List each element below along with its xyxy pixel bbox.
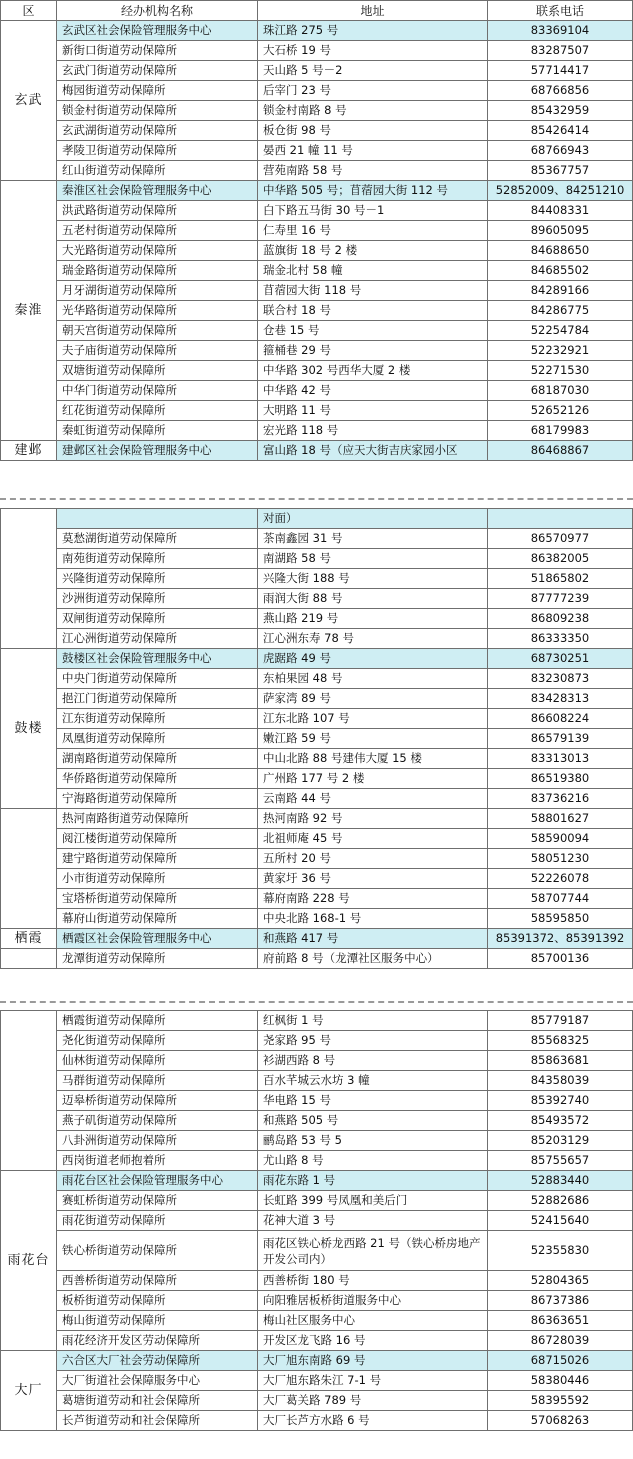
address-cell: 宏光路 118 号 [258, 421, 488, 441]
table-row [1, 141, 633, 161]
office-name-cell: 兴隆街道劳动保障所 [57, 569, 258, 589]
office-name-cell: 栖霞街道劳动保障所 [57, 1011, 258, 1031]
office-name-cell: 玄武湖街道劳动保障所 [57, 121, 258, 141]
address-cell: 兴隆大街 188 号 [258, 569, 488, 589]
office-name-cell: 雨花台区社会保险管理服务中心 [57, 1171, 258, 1191]
table-row [1, 261, 633, 281]
table-row [1, 1271, 633, 1291]
address-cell: 珠江路 275 号 [258, 21, 488, 41]
office-name-cell: 梅山街道劳动保障所 [57, 1311, 258, 1331]
phone-cell: 85779187 [488, 1011, 633, 1031]
address-cell: 中山北路 88 号建伟大厦 15 楼 [258, 749, 488, 769]
table-row [1, 221, 633, 241]
phone-cell: 84408331 [488, 201, 633, 221]
table-row [1, 889, 633, 909]
phone-cell: 85493572 [488, 1111, 633, 1131]
office-name-cell: 瑞金路街道劳动保障所 [57, 261, 258, 281]
office-name-cell: 沙洲街道劳动保障所 [57, 589, 258, 609]
phone-cell: 52804365 [488, 1271, 633, 1291]
office-name-cell: 朝天宫街道劳动保障所 [57, 321, 258, 341]
office-name-cell: 月牙湖街道劳动保障所 [57, 281, 258, 301]
table-row [1, 649, 633, 669]
address-cell: 中华路 505 号；苜蓿园大街 112 号 [258, 181, 488, 201]
address-cell: 仁寿里 16 号 [258, 221, 488, 241]
table-row [1, 809, 633, 829]
office-name-cell: 双塘街道劳动保障所 [57, 361, 258, 381]
phone-cell: 86519380 [488, 769, 633, 789]
phone-cell: 86570977 [488, 529, 633, 549]
address-cell: 西善桥街 180 号 [258, 1271, 488, 1291]
phone-cell [488, 509, 633, 529]
phone-cell: 68187030 [488, 381, 633, 401]
phone-cell: 68766856 [488, 81, 633, 101]
phone-cell: 52355830 [488, 1231, 633, 1271]
address-cell: 华电路 15 号 [258, 1091, 488, 1111]
office-name-cell: 五老村街道劳动保障所 [57, 221, 258, 241]
office-name-cell: 新街口街道劳动保障所 [57, 41, 258, 61]
office-name-cell: 赛虹桥街道劳动保障所 [57, 1191, 258, 1211]
address-cell: 雨润大街 88 号 [258, 589, 488, 609]
table-row [1, 709, 633, 729]
table-section-3 [0, 1010, 633, 1431]
phone-cell: 52415640 [488, 1211, 633, 1231]
office-name-cell: 秦虹街道劳动保障所 [57, 421, 258, 441]
address-cell: 向阳雅居板桥街道服务中心 [258, 1291, 488, 1311]
phone-cell: 86809238 [488, 609, 633, 629]
office-name-cell: 梅园街道劳动保障所 [57, 81, 258, 101]
table-row [1, 61, 633, 81]
office-name-cell: 洪武路街道劳动保障所 [57, 201, 258, 221]
phone-cell: 85568325 [488, 1031, 633, 1051]
table-row [1, 929, 633, 949]
table-row [1, 549, 633, 569]
table-row [1, 1131, 633, 1151]
phone-cell: 58707744 [488, 889, 633, 909]
table-row [1, 909, 633, 929]
office-name-cell: 龙潭街道劳动保障所 [57, 949, 258, 969]
phone-cell: 68715026 [488, 1351, 633, 1371]
office-name-cell [57, 509, 258, 529]
address-cell: 府前路 8 号（龙潭社区服务中心） [258, 949, 488, 969]
address-cell: 联合村 18 号 [258, 301, 488, 321]
phone-cell: 84685502 [488, 261, 633, 281]
office-name-cell: 西善桥街道劳动保障所 [57, 1271, 258, 1291]
table-row [1, 21, 633, 41]
phone-cell: 52652126 [488, 401, 633, 421]
office-name-cell: 夫子庙街道劳动保障所 [57, 341, 258, 361]
office-name-cell: 八卦洲街道劳动保障所 [57, 1131, 258, 1151]
table-row [1, 421, 633, 441]
address-cell: 大石桥 19 号 [258, 41, 488, 61]
table-row [1, 1091, 633, 1111]
district-cell [1, 809, 57, 929]
phone-cell: 84688650 [488, 241, 633, 261]
table-row [1, 441, 633, 461]
table-row [1, 609, 633, 629]
district-cell: 玄武 [1, 21, 57, 181]
office-name-cell: 华侨路街道劳动保障所 [57, 769, 258, 789]
phone-cell: 84289166 [488, 281, 633, 301]
table-row [1, 1031, 633, 1051]
table-row [1, 1171, 633, 1191]
office-name-cell: 鼓楼区社会保险管理服务中心 [57, 649, 258, 669]
office-name-cell: 孝陵卫街道劳动保障所 [57, 141, 258, 161]
table-row [1, 1411, 633, 1431]
office-name-cell: 大光路街道劳动保障所 [57, 241, 258, 261]
office-name-cell: 湖南路街道劳动保障所 [57, 749, 258, 769]
table-row [1, 1071, 633, 1091]
phone-cell: 85391372、85391392 [488, 929, 633, 949]
address-cell: 开发区龙飞路 16 号 [258, 1331, 488, 1351]
district-cell: 秦淮 [1, 181, 57, 441]
phone-cell: 86333350 [488, 629, 633, 649]
table-row [1, 869, 633, 889]
address-cell: 苜蓿园大街 118 号 [258, 281, 488, 301]
phone-cell: 86363651 [488, 1311, 633, 1331]
table-row [1, 769, 633, 789]
office-name-cell: 玄武区社会保险管理服务中心 [57, 21, 258, 41]
phone-cell: 83313013 [488, 749, 633, 769]
header-row [1, 1, 633, 21]
table-row [1, 1331, 633, 1351]
phone-cell: 85426414 [488, 121, 633, 141]
phone-cell: 52254784 [488, 321, 633, 341]
table-row [1, 1151, 633, 1171]
office-name-cell: 长芦街道劳动和社会保障所 [57, 1411, 258, 1431]
table-row [1, 669, 633, 689]
address-cell: 云南路 44 号 [258, 789, 488, 809]
phone-cell: 85700136 [488, 949, 633, 969]
office-name-cell: 锁金村街道劳动保障所 [57, 101, 258, 121]
address-cell: 对面） [258, 509, 488, 529]
table-row [1, 241, 633, 261]
address-cell: 衫湖西路 8 号 [258, 1051, 488, 1071]
table-section-1 [0, 0, 633, 461]
phone-cell: 84358039 [488, 1071, 633, 1091]
phone-cell: 58801627 [488, 809, 633, 829]
table-row [1, 181, 633, 201]
phone-cell: 58380446 [488, 1371, 633, 1391]
address-cell: 鹂岛路 53 号 5 [258, 1131, 488, 1151]
table-row [1, 1391, 633, 1411]
office-name-cell: 大厂街道社会保障服务中心 [57, 1371, 258, 1391]
district-cell: 雨花台 [1, 1171, 57, 1351]
phone-column-header: 联系电话 [488, 1, 633, 21]
address-cell: 板仓街 98 号 [258, 121, 488, 141]
table-row [1, 949, 633, 969]
address-cell: 后宰门 23 号 [258, 81, 488, 101]
phone-cell: 58595850 [488, 909, 633, 929]
office-name-cell: 莫愁湖街道劳动保障所 [57, 529, 258, 549]
address-cell: 嫩江路 59 号 [258, 729, 488, 749]
address-cell: 雨花东路 1 号 [258, 1171, 488, 1191]
phone-cell: 58395592 [488, 1391, 633, 1411]
office-name-cell: 燕子矶街道劳动保障所 [57, 1111, 258, 1131]
address-cell: 尤山路 8 号 [258, 1151, 488, 1171]
phone-cell: 52271530 [488, 361, 633, 381]
address-cell: 中华路 42 号 [258, 381, 488, 401]
office-name-cell: 建宁路街道劳动保障所 [57, 849, 258, 869]
table-row [1, 121, 633, 141]
office-name-cell: 挹江门街道劳动保障所 [57, 689, 258, 709]
table-section-2 [0, 508, 633, 969]
district-cell [1, 1011, 57, 1171]
phone-cell: 83428313 [488, 689, 633, 709]
address-cell: 仓巷 15 号 [258, 321, 488, 341]
table-row [1, 569, 633, 589]
office-name-cell: 尧化街道劳动保障所 [57, 1031, 258, 1051]
office-name-cell: 铁心桥街道劳动保障所 [57, 1231, 258, 1271]
table-row [1, 401, 633, 421]
office-name-cell: 江东街道劳动保障所 [57, 709, 258, 729]
address-cell: 大厂旭东南路 69 号 [258, 1351, 488, 1371]
district-cell [1, 949, 57, 969]
address-cell: 梅山社区服务中心 [258, 1311, 488, 1331]
phone-cell: 68766943 [488, 141, 633, 161]
address-cell: 幕府南路 228 号 [258, 889, 488, 909]
phone-cell: 83736216 [488, 789, 633, 809]
address-cell: 瑞金北村 58 幢 [258, 261, 488, 281]
phone-cell: 68730251 [488, 649, 633, 669]
table-row [1, 1211, 633, 1231]
address-cell: 五所村 20 号 [258, 849, 488, 869]
address-cell: 中央北路 168-1 号 [258, 909, 488, 929]
address-cell: 箍桶巷 29 号 [258, 341, 488, 361]
address-cell: 黄家圩 36 号 [258, 869, 488, 889]
office-name-cell: 宝塔桥街道劳动保障所 [57, 889, 258, 909]
address-cell: 雨花区铁心桥龙西路 21 号（铁心桥房地产开发公司内） [258, 1231, 488, 1271]
address-cell: 百水芊城云水坊 3 幢 [258, 1071, 488, 1091]
table-row [1, 729, 633, 749]
office-name-cell: 宁海路街道劳动保障所 [57, 789, 258, 809]
phone-cell: 58590094 [488, 829, 633, 849]
district-cell: 栖霞 [1, 929, 57, 949]
district-cell [1, 509, 57, 649]
phone-cell: 86382005 [488, 549, 633, 569]
page-separator [0, 498, 633, 500]
office-name-cell: 南苑街道劳动保障所 [57, 549, 258, 569]
address-column-header: 地址 [258, 1, 488, 21]
table-row [1, 1011, 633, 1031]
phone-cell: 83287507 [488, 41, 633, 61]
district-cell: 鼓楼 [1, 649, 57, 809]
phone-cell: 52883440 [488, 1171, 633, 1191]
address-cell: 白下路五马街 30 号－1 [258, 201, 488, 221]
office-name-cell: 仙林街道劳动保障所 [57, 1051, 258, 1071]
address-cell: 长虹路 399 号凤凰和美后门 [258, 1191, 488, 1211]
table-row [1, 529, 633, 549]
page-separator [0, 1001, 633, 1003]
address-cell: 中华路 302 号西华大厦 2 楼 [258, 361, 488, 381]
address-cell: 天山路 5 号－2 [258, 61, 488, 81]
office-name-cell: 中央门街道劳动保障所 [57, 669, 258, 689]
table-row [1, 381, 633, 401]
phone-cell: 51865802 [488, 569, 633, 589]
phone-cell: 85392740 [488, 1091, 633, 1111]
phone-cell: 68179983 [488, 421, 633, 441]
table-row [1, 341, 633, 361]
office-name-cell: 玄武门街道劳动保障所 [57, 61, 258, 81]
office-name-cell: 红花街道劳动保障所 [57, 401, 258, 421]
table-row [1, 1231, 633, 1271]
office-name-cell: 双闸街道劳动保障所 [57, 609, 258, 629]
office-name-cell: 阅江楼街道劳动保障所 [57, 829, 258, 849]
table-row [1, 629, 633, 649]
table-row [1, 589, 633, 609]
address-cell: 茶南鑫园 31 号 [258, 529, 488, 549]
district-cell: 大厂 [1, 1351, 57, 1431]
table-row [1, 1351, 633, 1371]
phone-cell: 57068263 [488, 1411, 633, 1431]
phone-cell: 84286775 [488, 301, 633, 321]
address-cell: 燕山路 219 号 [258, 609, 488, 629]
address-cell: 江心洲东寿 78 号 [258, 629, 488, 649]
table-row [1, 41, 633, 61]
table-row [1, 1311, 633, 1331]
table-row [1, 321, 633, 341]
table-row [1, 1051, 633, 1071]
address-cell: 虎踞路 49 号 [258, 649, 488, 669]
district-cell: 建邺 [1, 441, 57, 461]
table-row [1, 281, 633, 301]
office-name-cell: 江心洲街道劳动保障所 [57, 629, 258, 649]
table-row [1, 1291, 633, 1311]
table-row [1, 849, 633, 869]
address-cell: 和燕路 505 号 [258, 1111, 488, 1131]
table-row [1, 789, 633, 809]
table-row [1, 161, 633, 181]
office-name-cell: 红山街道劳动保障所 [57, 161, 258, 181]
phone-cell: 58051230 [488, 849, 633, 869]
office-name-cell: 板桥街道劳动保障所 [57, 1291, 258, 1311]
address-cell: 花神大道 3 号 [258, 1211, 488, 1231]
phone-cell: 85203129 [488, 1131, 633, 1151]
office-name-cell: 马群街道劳动保障所 [57, 1071, 258, 1091]
office-name-cell: 迈皋桥街道劳动保障所 [57, 1091, 258, 1111]
table-row [1, 81, 633, 101]
table-row [1, 1371, 633, 1391]
phone-cell: 86608224 [488, 709, 633, 729]
phone-cell: 52852009、84251210 [488, 181, 633, 201]
table-row [1, 689, 633, 709]
address-cell: 大厂旭东路朱江 7-1 号 [258, 1371, 488, 1391]
address-cell: 南湖路 58 号 [258, 549, 488, 569]
office-name-cell: 热河南路街道劳动保障所 [57, 809, 258, 829]
phone-cell: 87777239 [488, 589, 633, 609]
phone-cell: 85755657 [488, 1151, 633, 1171]
office-name-cell: 雨花街道劳动保障所 [57, 1211, 258, 1231]
office-name-cell: 栖霞区社会保险管理服务中心 [57, 929, 258, 949]
address-cell: 大厂长芦方水路 6 号 [258, 1411, 488, 1431]
office-name-cell: 雨花经济开发区劳动保障所 [57, 1331, 258, 1351]
phone-cell: 57714417 [488, 61, 633, 81]
office-name-cell: 六合区大厂社会劳动保障所 [57, 1351, 258, 1371]
office-name-cell: 秦淮区社会保险管理服务中心 [57, 181, 258, 201]
office-name-cell: 幕府山街道劳动保障所 [57, 909, 258, 929]
office-name-cell: 葛塘街道劳动和社会保障所 [57, 1391, 258, 1411]
office-name-cell: 凤凰街道劳动保障所 [57, 729, 258, 749]
address-cell: 尧家路 95 号 [258, 1031, 488, 1051]
address-cell: 锁金村南路 8 号 [258, 101, 488, 121]
table-row [1, 749, 633, 769]
phone-cell: 86468867 [488, 441, 633, 461]
phone-cell: 85367757 [488, 161, 633, 181]
address-cell: 大厂葛关路 789 号 [258, 1391, 488, 1411]
address-cell: 北祖师庵 45 号 [258, 829, 488, 849]
phone-cell: 86728039 [488, 1331, 633, 1351]
table-row [1, 509, 633, 529]
table-row [1, 101, 633, 121]
phone-cell: 52882686 [488, 1191, 633, 1211]
address-cell: 晏西 21 幢 11 号 [258, 141, 488, 161]
office-name-cell: 西岗街道老师抱着所 [57, 1151, 258, 1171]
address-cell: 萨家湾 89 号 [258, 689, 488, 709]
phone-cell: 52232921 [488, 341, 633, 361]
address-cell: 广州路 177 号 2 楼 [258, 769, 488, 789]
office-table [0, 508, 633, 969]
phone-cell: 86737386 [488, 1291, 633, 1311]
office-name-cell: 光华路街道劳动保障所 [57, 301, 258, 321]
office-name-column-header: 经办机构名称 [57, 1, 258, 21]
phone-cell: 89605095 [488, 221, 633, 241]
office-table [0, 0, 633, 461]
address-cell: 和燕路 417 号 [258, 929, 488, 949]
table-row [1, 1111, 633, 1131]
table-row [1, 301, 633, 321]
phone-cell: 83369104 [488, 21, 633, 41]
address-cell: 富山路 18 号（应天大街吉庆家园小区 [258, 441, 488, 461]
phone-cell: 85863681 [488, 1051, 633, 1071]
table-row [1, 829, 633, 849]
address-cell: 东柏果园 48 号 [258, 669, 488, 689]
office-name-cell: 中华门街道劳动保障所 [57, 381, 258, 401]
office-name-cell: 小市街道劳动保障所 [57, 869, 258, 889]
phone-cell: 52226078 [488, 869, 633, 889]
address-cell: 蓝旗街 18 号 2 楼 [258, 241, 488, 261]
office-name-cell: 建邺区社会保险管理服务中心 [57, 441, 258, 461]
address-cell: 大明路 11 号 [258, 401, 488, 421]
phone-cell: 83230873 [488, 669, 633, 689]
table-row [1, 361, 633, 381]
district-column-header: 区 [1, 1, 57, 21]
address-cell: 热河南路 92 号 [258, 809, 488, 829]
address-cell: 江东北路 107 号 [258, 709, 488, 729]
address-cell: 营苑南路 58 号 [258, 161, 488, 181]
office-table [0, 1010, 633, 1431]
table-row [1, 1191, 633, 1211]
phone-cell: 85432959 [488, 101, 633, 121]
phone-cell: 86579139 [488, 729, 633, 749]
address-cell: 红枫街 1 号 [258, 1011, 488, 1031]
table-row [1, 201, 633, 221]
